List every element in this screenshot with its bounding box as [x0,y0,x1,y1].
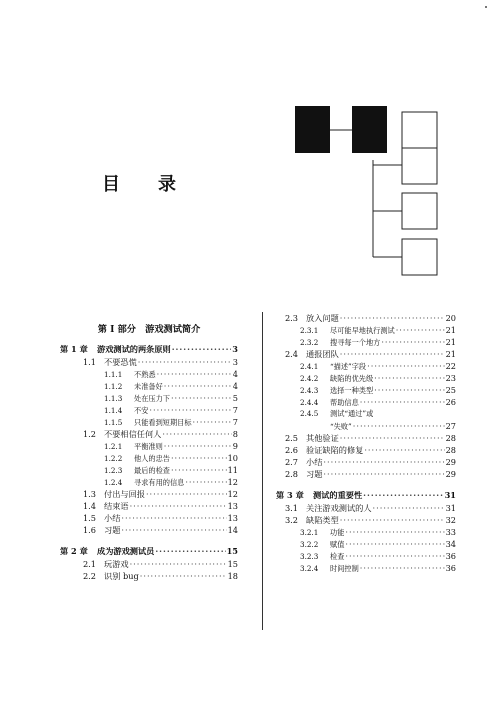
entry-title: 验证缺陷的修复 [306,445,364,455]
toc-entry-sec[interactable] [60,524,238,536]
entry-page-number: 9 [232,441,238,451]
entry-page-number: 14 [227,525,238,535]
entry-page-number: 8 [232,429,238,439]
entry-title: 处在压力下 [134,394,170,403]
entry-title: 结束语 [104,501,129,511]
entry-title: 成为游戏测试员 [97,546,155,556]
entry-title: 习题 [306,469,323,479]
entry-page-number: 21 [445,325,456,335]
entry-page-number: 13 [227,501,238,511]
toc-entry-sec[interactable] [276,312,456,324]
toc-entry-sub[interactable] [276,562,456,574]
entry-number: 2.6 [284,445,298,455]
leader-dots [340,514,445,526]
entry-number: 2.5 [284,433,298,443]
toc-entry-chapter[interactable] [60,544,238,558]
entry-number: 1.6 [82,525,96,535]
entry-page-number: 27 [445,421,456,431]
entry-title: 只能看到短期目标 [134,418,192,427]
leader-dots [396,324,445,336]
leader-dots [121,512,226,524]
toc-entry-sub[interactable] [276,526,456,538]
entry-page-number: 36 [445,563,456,573]
entry-page-number: 33 [445,527,456,537]
toc-entry-sec[interactable] [60,558,238,570]
entry-page-number: 7 [232,417,238,427]
toc-entry-sub[interactable] [60,380,238,392]
entry-page-number: 5 [232,393,238,403]
leader-dots [374,384,444,396]
entry-number: 2.2 [82,571,96,581]
entry-title: 检查 [330,552,345,561]
leader-dots [381,336,444,348]
entry-title: 不安 [134,406,149,415]
entry-title: 测试的重要性 [313,490,363,500]
entry-title: 其他验证 [306,433,339,443]
entry-number: 2.4.4 [300,398,319,407]
org-chart-illustration [0,0,491,300]
section-gap [60,536,238,544]
entry-title: 不要恐慌 [104,357,137,367]
toc-entry-subnp[interactable] [276,408,456,420]
entry-number: 1.1.1 [104,370,123,379]
entry-page-number: 28 [445,445,456,455]
entry-page-number: 21 [445,337,456,347]
leader-dots [130,500,227,512]
leader-dots [138,356,232,368]
leader-dots [193,416,232,428]
entry-number: 1.3 [82,489,96,499]
toc-entry-sub[interactable] [276,384,456,396]
org-box-3 [402,112,437,148]
leader-dots [345,526,444,538]
entry-number: 2.1 [82,559,96,569]
entry-page-number: 23 [445,373,456,383]
leader-dots [340,432,445,444]
toc-entry-sec[interactable] [276,468,456,480]
entry-page-number: 15 [226,546,238,556]
entry-number: 1.2 [82,429,96,439]
entry-page-number: 12 [227,477,238,487]
leader-dots [185,476,226,488]
leader-dots [121,524,226,536]
entry-page-number: 31 [444,490,456,500]
toc-entry-sec[interactable] [276,514,456,526]
entry-title: “失败” [330,422,352,431]
title-char-1: 目 [102,174,120,195]
leader-dots [340,312,445,324]
leader-dots [374,372,444,384]
leader-dots [140,570,227,582]
entry-title: 赋值 [330,540,345,549]
toc-entry-sub[interactable] [60,464,238,476]
entry-number: 1.1.2 [104,382,123,391]
entry-number: 1.2.4 [104,478,123,487]
toc-entry-sub[interactable] [276,336,456,348]
toc-entry-sec[interactable] [60,512,238,524]
page-title [102,170,176,196]
entry-number: 第 1 章 [60,344,88,354]
entry-title: 不熟悉 [134,370,156,379]
title-char-2: 录 [158,174,176,195]
entry-title: 最后的检查 [134,466,170,475]
leader-dots [171,464,227,476]
toc-left-column [60,322,238,582]
entry-number: 3.2.4 [300,564,319,573]
leader-dots [164,380,232,392]
entry-number: 2.3.1 [300,326,319,335]
entry-page-number: 3 [232,344,238,354]
toc-entry-sub[interactable] [60,404,238,416]
entry-number: 第 3 章 [276,490,304,500]
part-heading: 第 Ⅰ 部分 游戏测试简介 [97,324,201,335]
toc-entry-sub[interactable] [276,550,456,562]
entry-page-number: 31 [445,503,456,513]
leader-dots [171,452,227,464]
entry-title: 通报团队 [306,349,339,359]
leader-dots [353,420,445,432]
entry-number: 2.4 [284,349,298,359]
entry-number: 1.2.2 [104,454,123,463]
entry-title: 帮助信息 [330,398,359,407]
entry-number: 2.3 [284,313,298,323]
entry-title: 测试“通过”或 [330,409,374,418]
leader-dots [345,550,444,562]
leader-dots [360,396,445,408]
entry-page-number: 13 [227,513,238,523]
entry-title: 小结 [104,513,121,523]
toc-entry-sec[interactable] [60,570,238,582]
entry-title: 寻求有用的信息 [134,478,185,487]
entry-number: 1.5 [82,513,96,523]
leader-dots [130,558,227,570]
entry-number: 3.2 [284,515,298,525]
entry-page-number: 32 [445,515,456,525]
entry-number: 第 2 章 [60,546,88,556]
toc-entry-sub[interactable] [276,396,456,408]
entry-title: 不要相信任何人 [104,429,162,439]
entry-title: 游戏测试的两条原则 [97,344,171,354]
org-box-2 [352,106,387,153]
org-box-4 [402,148,437,184]
entry-number: 1.1.5 [104,418,123,427]
entry-number: 1.4 [82,501,96,511]
toc-entry-sub[interactable] [60,440,238,452]
toc-entry-sec[interactable] [60,488,238,500]
leader-dots [345,538,444,550]
toc-entry-sub[interactable] [60,368,238,380]
entry-number: 3.2.2 [300,540,319,549]
entry-page-number: 34 [445,539,456,549]
entry-title: “描述”字段 [330,362,367,371]
leader-dots [162,428,231,440]
entry-title: 付出与回报 [104,489,145,499]
entry-title: 缺陷的优先级 [330,374,374,383]
entry-title: 选择一种类型 [330,386,374,395]
toc-entry-sec[interactable] [276,456,456,468]
entry-title: 未准备好 [134,382,163,391]
entry-title: 平衡准则 [134,442,163,451]
leader-dots [323,468,444,480]
toc-entry-sub[interactable] [276,360,456,372]
entry-page-number: 7 [232,405,238,415]
org-box-5 [402,193,437,229]
entry-title: 识别 bug [104,571,139,581]
entry-page-number: 12 [227,489,238,499]
entry-title: 放入问题 [306,313,339,323]
leader-dots [146,488,227,500]
toc-entry-sec[interactable] [276,432,456,444]
entry-title: 他人的忠告 [134,454,170,463]
toc-entry-cont[interactable] [276,420,456,432]
toc-entry-sub[interactable] [60,476,238,488]
entry-page-number: 3 [232,357,238,367]
entry-number: 1.1 [82,357,96,367]
leader-dots [373,502,445,514]
toc-entry-sub[interactable] [60,392,238,404]
entry-page-number: 29 [445,469,456,479]
toc-right-column [276,312,456,574]
toc-entry-sec[interactable] [60,428,238,440]
entry-number: 1.2.1 [104,442,123,451]
leader-dots [171,392,232,404]
entry-title: 习题 [104,525,121,535]
entry-number: 1.1.4 [104,406,123,415]
entry-title: 尽可能早地执行测试 [330,326,395,335]
entry-page-number: 10 [227,453,238,463]
toc-entry-chapter[interactable] [276,488,456,502]
entry-number: 3.2.1 [300,528,319,537]
entry-title: 时间控制 [330,564,359,573]
entry-title: 功能 [330,528,345,537]
entry-title: 玩游戏 [104,559,129,569]
toc-entry-sub[interactable] [276,372,456,384]
leader-dots [340,348,445,360]
entry-page-number: 15 [227,559,238,569]
toc-entry-sub[interactable] [60,416,238,428]
entry-page-number: 25 [445,385,456,395]
entry-number: 2.4.3 [300,386,319,395]
leader-dots [323,456,444,468]
toc-entry-sec[interactable] [276,444,456,456]
leader-dots [172,342,232,356]
leader-dots [363,488,443,502]
column-divider [262,312,263,630]
entry-number: 2.7 [284,457,298,467]
entry-number: 2.3.2 [300,338,319,347]
leader-dots [164,440,232,452]
entry-page-number: 4 [232,381,238,391]
entry-page-number: 11 [227,465,238,475]
entry-page-number: 21 [445,349,456,359]
toc-entry-sub[interactable] [276,324,456,336]
entry-page-number: 18 [227,571,238,581]
entry-page-number: 29 [445,457,456,467]
leader-dots [155,544,225,558]
entry-page-number: 26 [445,397,456,407]
leader-dots [367,360,444,372]
section-gap [276,480,456,488]
entry-number: 1.2.3 [104,466,123,475]
toc-entry-sec[interactable] [60,500,238,512]
leader-dots [360,562,445,574]
entry-page-number: 20 [445,313,456,323]
org-box-1 [295,106,330,153]
org-box-6 [402,239,437,275]
entry-page-number: 22 [445,361,456,371]
leader-dots [149,404,231,416]
leader-dots [157,368,232,380]
entry-title: 缺陷类型 [306,515,339,525]
toc-entry-sec[interactable] [276,348,456,360]
entry-page-number: 28 [445,433,456,443]
entry-page-number: 4 [232,369,238,379]
entry-number: 2.4.1 [300,362,319,371]
entry-number: 2.8 [284,469,298,479]
toc-entry-chapter[interactable] [60,342,238,356]
toc-entry-sub[interactable] [276,538,456,550]
entry-number: 3.1 [284,503,298,513]
entry-number: 2.4.2 [300,374,319,383]
toc-entry-sec[interactable] [60,356,238,368]
toc-entry-sec[interactable] [276,502,456,514]
entry-title: 小结 [306,457,323,467]
entry-number: 1.1.3 [104,394,123,403]
entry-title: 搜寻每一个地方 [330,338,381,347]
entry-page-number: 36 [445,551,456,561]
entry-number: 3.2.3 [300,552,319,561]
entry-title: 关注游戏测试的人 [306,503,372,513]
entry-number: 2.4.5 [300,409,319,418]
leader-dots [364,444,444,456]
toc-entry-sub[interactable] [60,452,238,464]
